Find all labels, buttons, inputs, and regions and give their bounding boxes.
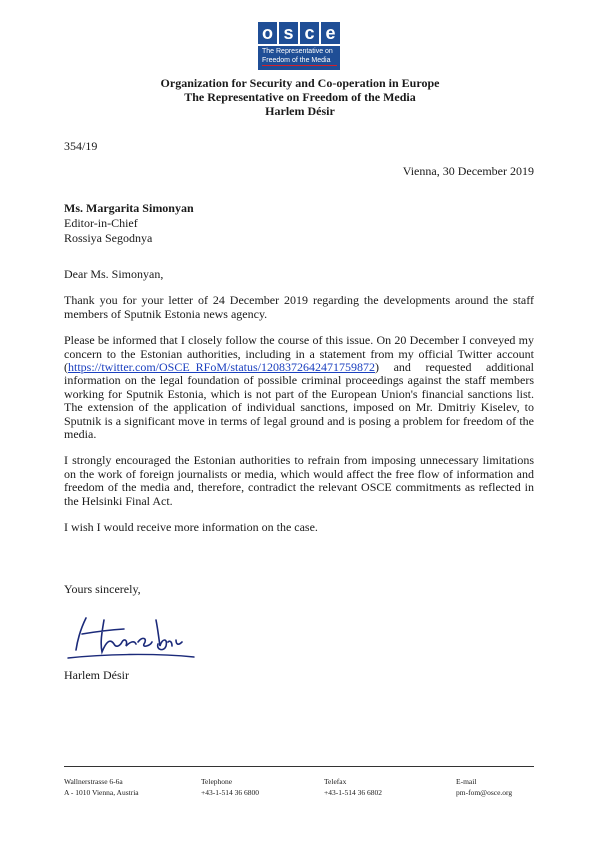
logo-letter: s	[279, 22, 298, 44]
salutation: Dear Ms. Simonyan,	[64, 267, 164, 281]
person-name: Harlem Désir	[265, 104, 335, 118]
org-name: Organization for Security and Co-operation in Europe	[160, 76, 440, 90]
footer-fax	[324, 776, 382, 798]
email-label: E-mail	[456, 777, 477, 786]
paragraph-2-end: ) and requested additional information on the legal foundation of possible criminal proceedings against the staff members working for Sputnik Estonia, which is not part of the European Union's financial sanctions list. The extension of the application of individual sanctions, imposed on Mr. Dmitriy Kiselev, to Sputnik is a significant move in terms of legal ground and is posing a problem for freedom of the media.	[64, 360, 534, 442]
footer-divider	[64, 766, 534, 767]
fax-number: +43-1-514 36 6802	[324, 788, 382, 797]
email-address: pm-fom@osce.org	[456, 788, 513, 797]
footer-address	[64, 776, 139, 798]
addressee-block	[64, 201, 194, 246]
signer-name: Harlem Désir	[64, 668, 129, 682]
paragraph-2	[64, 334, 534, 441]
paragraph-4: I wish I would receive more information on the case.	[64, 520, 318, 535]
addressee-title: Editor-in-Chief	[64, 216, 138, 230]
letter-date: Vienna, 30 December 2019	[402, 164, 534, 178]
logo-line-1: The Representative on	[262, 48, 333, 55]
paragraph-1: Thank you for your letter of 24 December 2019 regarding the developments around the staff members of Sputnik Estonia news agency.	[64, 293, 534, 321]
phone-number: +43-1-514 36 6800	[201, 788, 259, 797]
fax-label: Telefax	[324, 777, 347, 786]
reference-number: 354/19	[64, 139, 98, 153]
logo-letter: c	[300, 22, 319, 44]
letterhead	[0, 76, 600, 118]
twitter-link[interactable]: https://twitter.com/OSCE_RFoM/status/1208372642471759872	[68, 360, 376, 375]
logo-subtitle	[258, 46, 340, 70]
paragraph-3: I strongly encouraged the Estonian authorities to refrain from imposing unnecessary limitations on the work of foreign journalists or media, which would affect the free flow of information and freedom of the media and, therefore, contradict the relevant OSCE commitments as reflected in the Helsinki Final Act.	[64, 453, 534, 508]
address-line-1: Wallnerstrasse 6-6a	[64, 777, 123, 786]
logo-letter: e	[321, 22, 340, 44]
addressee-org: Rossiya Segodnya	[64, 231, 153, 245]
osce-logo	[258, 22, 340, 72]
footer-phone	[201, 776, 259, 798]
footer-email	[456, 776, 512, 798]
phone-label: Telephone	[201, 777, 233, 786]
handwritten-signature	[64, 612, 204, 662]
closing: Yours sincerely,	[64, 582, 141, 596]
office-name: The Representative on Freedom of the Media	[184, 90, 416, 104]
addressee-name: Ms. Margarita Simonyan	[64, 201, 194, 215]
logo-line-2: Freedom of the Media	[262, 57, 337, 67]
paragraph-2-start: Please be informed that I closely follow the course of this issue. On 20 December I conveyed my concern to the Estonian authorities, including in a statement from my official Twitter account (	[64, 333, 534, 375]
logo-letter: o	[258, 22, 277, 44]
address-line-2: A - 1010 Vienna, Austria	[64, 788, 139, 797]
letter-body	[64, 268, 534, 548]
logo-letters	[258, 22, 340, 44]
